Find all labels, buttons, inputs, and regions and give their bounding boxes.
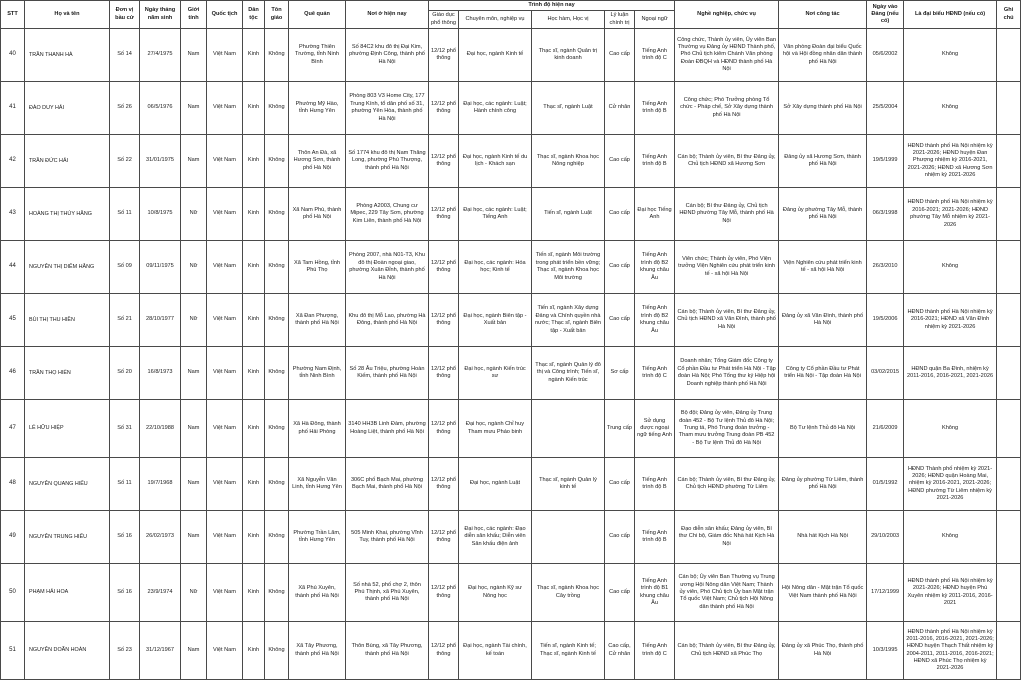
cell-ethnicity: Kinh <box>243 400 265 458</box>
cell-unit: Số 31 <box>110 400 140 458</box>
cell-specialty: Đại học, các ngành: Đạo diễn sân khấu; Diễn viên Sân khấu điện ảnh <box>459 511 532 564</box>
table-body <box>1 29 1021 680</box>
cell-general: 12/12 phổ thông <box>429 511 459 564</box>
cell-degree: Tiến sĩ, ngành Kinh tế; Thạc sĩ, ngành Kinh tế <box>532 622 605 680</box>
cell-note <box>997 294 1021 347</box>
table-row <box>1 29 1021 82</box>
cell-delegate: HĐND thành phố Hà Nội nhiệm kỳ 2021-2026; HĐND huyện Đan Phượng nhiệm kỳ 2016-2021, 2021-2026; HĐND xã Hương Sơn nhiệm kỳ 2021-2026 <box>904 135 997 188</box>
header-gender: Giới tính <box>181 1 207 29</box>
cell-party-date: 19/5/1999 <box>867 135 904 188</box>
cell-degree: Thạc sĩ, ngành Luật <box>532 82 605 135</box>
cell-language: Tiếng Anh trình độ B2 khung châu Âu <box>635 241 675 294</box>
cell-stt: 49 <box>1 511 25 564</box>
table-row <box>1 564 1021 622</box>
cell-name: NGUYỄN TRUNG HIẾU <box>25 511 110 564</box>
cell-nationality: Việt Nam <box>207 294 243 347</box>
cell-general: 12/12 phổ thông <box>429 135 459 188</box>
cell-delegate: HĐND thành phố Hà Nội nhiệm kỳ 2016-2021; 2021-2026; HĐND phường Tây Mỗ nhiệm kỳ 2021-2026 <box>904 188 997 241</box>
header-ethnicity: Dân tộc <box>243 1 265 29</box>
cell-politics: Cao cấp <box>605 294 635 347</box>
cell-workplace: Viện Nghiên cứu phát triển kinh tế - xã hội Hà Nội <box>779 241 867 294</box>
cell-note <box>997 564 1021 622</box>
cell-religion: Không <box>265 564 289 622</box>
cell-nationality: Việt Nam <box>207 511 243 564</box>
cell-hometown: Phường Nam Định, tỉnh Ninh Bình <box>289 347 346 400</box>
cell-note <box>997 188 1021 241</box>
cell-hometown: Xã Hà Đông, thành phố Hải Phòng <box>289 400 346 458</box>
cell-note <box>997 622 1021 680</box>
cell-dob: 22/10/1988 <box>140 400 181 458</box>
table-row <box>1 400 1021 458</box>
cell-workplace: Bộ Tư lệnh Thủ đô Hà Nội <box>779 400 867 458</box>
cell-job: Đạo diễn sân khấu; Đảng ủy viên, Bí thư Chi bộ, Giám đốc Nhà hát Kịch Hà Nội <box>675 511 779 564</box>
table-row <box>1 458 1021 511</box>
cell-party-date: 19/5/2006 <box>867 294 904 347</box>
cell-workplace: Đảng ủy xã Phúc Thọ, thành phố Hà Nội <box>779 622 867 680</box>
cell-job: Cán bộ; Thành ủy viên, Bí thư Đảng ủy, Chủ tịch HĐND xã Hương Sơn <box>675 135 779 188</box>
cell-party-date: 05/6/2002 <box>867 29 904 82</box>
cell-dob: 28/10/1977 <box>140 294 181 347</box>
cell-ethnicity: Kinh <box>243 82 265 135</box>
cell-stt: 47 <box>1 400 25 458</box>
cell-language: Tiếng Anh trình độ C <box>635 29 675 82</box>
cell-specialty: Đại học, ngành Kiến trúc sư <box>459 347 532 400</box>
cell-workplace: Văn phòng Đoàn đại biểu Quốc hội và Hội đồng nhân dân thành phố Hà Nội <box>779 29 867 82</box>
cell-language: Tiếng Anh trình độ B <box>635 511 675 564</box>
cell-gender: Nam <box>181 347 207 400</box>
table-row <box>1 294 1021 347</box>
cell-stt: 43 <box>1 188 25 241</box>
cell-workplace: Đảng ủy xã Hương Sơn, thành phố Hà Nội <box>779 135 867 188</box>
cell-hometown: Phường Trần Lãm, tỉnh Hưng Yên <box>289 511 346 564</box>
cell-ethnicity: Kinh <box>243 622 265 680</box>
cell-hometown: Phường Thiên Trường, tỉnh Ninh Bình <box>289 29 346 82</box>
cell-degree: Thạc sĩ, ngành Quản lý đô thị và Công trình; Tiến sĩ, ngành Kiến trúc <box>532 347 605 400</box>
cell-residence: 306C phố Bạch Mai, phường Bạch Mai, thành phố Hà Nội <box>346 458 429 511</box>
cell-specialty: Đại học, ngành Biên tập - Xuất bản <box>459 294 532 347</box>
header-nationality: Quốc tịch <box>207 1 243 29</box>
cell-ethnicity: Kinh <box>243 294 265 347</box>
cell-politics: Cao cấp <box>605 564 635 622</box>
table-row <box>1 511 1021 564</box>
cell-politics: Cao cấp <box>605 458 635 511</box>
cell-name: NGUYỄN THỊ DIỄM HẰNG <box>25 241 110 294</box>
cell-general: 12/12 phổ thông <box>429 29 459 82</box>
cell-religion: Không <box>265 458 289 511</box>
cell-religion: Không <box>265 511 289 564</box>
cell-degree: Thạc sĩ, ngành Khoa học Nông nghiệp <box>532 135 605 188</box>
cell-hometown: Xã Tây Phương, thành phố Hà Nội <box>289 622 346 680</box>
cell-note <box>997 241 1021 294</box>
cell-religion: Không <box>265 188 289 241</box>
cell-delegate: Không <box>904 29 997 82</box>
cell-degree <box>532 511 605 564</box>
cell-ethnicity: Kinh <box>243 458 265 511</box>
cell-nationality: Việt Nam <box>207 82 243 135</box>
cell-party-date: 29/10/2003 <box>867 511 904 564</box>
cell-stt: 42 <box>1 135 25 188</box>
cell-delegate: HĐND Thành phố nhiệm kỳ 2021-2026; HĐND quận Hoàng Mai, nhiệm kỳ 2016-2021, 2021-2026; HĐND phường Từ Liêm nhiệm kỳ 2021-2026 <box>904 458 997 511</box>
cell-religion: Không <box>265 294 289 347</box>
cell-specialty: Đại học, ngành Chỉ huy Tham mưu Pháo binh <box>459 400 532 458</box>
cell-hometown: Thôn An Đà, xã Hương Sơn, thành phố Hà Nội <box>289 135 346 188</box>
cell-residence: 3140 HH3B Linh Đàm, phường Hoàng Liệt, thành phố Hà Nội <box>346 400 429 458</box>
cell-note <box>997 458 1021 511</box>
cell-general: 12/12 phổ thông <box>429 188 459 241</box>
cell-party-date: 03/02/2015 <box>867 347 904 400</box>
cell-gender: Nữ <box>181 241 207 294</box>
cell-politics: Cao cấp, Cử nhân <box>605 622 635 680</box>
cell-delegate: Không <box>904 82 997 135</box>
cell-dob: 31/12/1967 <box>140 622 181 680</box>
cell-stt: 44 <box>1 241 25 294</box>
cell-party-date: 25/5/2004 <box>867 82 904 135</box>
cell-name: ĐÀO DUY HẢI <box>25 82 110 135</box>
cell-politics: Cao cấp <box>605 241 635 294</box>
cell-hometown: Xã Tam Hồng, tỉnh Phú Thọ <box>289 241 346 294</box>
cell-party-date: 01/5/1992 <box>867 458 904 511</box>
cell-nationality: Việt Nam <box>207 29 243 82</box>
cell-delegate: Không <box>904 511 997 564</box>
cell-workplace: Sở Xây dựng thành phố Hà Nội <box>779 82 867 135</box>
cell-residence: Số 84C2 khu đô thị Đại Kim, phường Định Công, thành phố Hà Nội <box>346 29 429 82</box>
cell-name: LÊ HỮU HIỆP <box>25 400 110 458</box>
header-workplace: Nơi công tác <box>779 1 867 29</box>
cell-religion: Không <box>265 82 289 135</box>
cell-stt: 51 <box>1 622 25 680</box>
cell-hometown: Xã Đan Phượng, thành phố Hà Nội <box>289 294 346 347</box>
cell-note <box>997 400 1021 458</box>
cell-gender: Nữ <box>181 564 207 622</box>
cell-delegate: Không <box>904 241 997 294</box>
cell-dob: 19/7/1968 <box>140 458 181 511</box>
cell-language: Tiếng Anh trình độ B1 khung châu Âu <box>635 564 675 622</box>
cell-delegate: HĐND thành phố Hà Nội nhiệm kỳ 2021-2026; HĐND huyện Phú Xuyên nhiệm kỳ 2011-2016, 2016-2021 <box>904 564 997 622</box>
table-row <box>1 135 1021 188</box>
header-dob: Ngày tháng năm sinh <box>140 1 181 29</box>
cell-specialty: Đại học, các ngành: Luật; Tiếng Anh <box>459 188 532 241</box>
header-general: Giáo dục phổ thông <box>429 11 459 29</box>
cell-degree: Thạc sĩ, ngành Quản trị kinh doanh <box>532 29 605 82</box>
cell-nationality: Việt Nam <box>207 135 243 188</box>
cell-dob: 31/01/1975 <box>140 135 181 188</box>
cell-unit: Số 22 <box>110 135 140 188</box>
header-language: Ngoại ngữ <box>635 11 675 29</box>
cell-degree: Thạc sĩ, ngành Quản lý kinh tế <box>532 458 605 511</box>
cell-gender: Nam <box>181 29 207 82</box>
cell-ethnicity: Kinh <box>243 564 265 622</box>
header-stt: STT <box>1 1 25 29</box>
cell-residence: Phòng 803 V3 Home City, 177 Trung Kính, tổ dân phố số 31, phường Yên Hòa, thành phố Hà Nội <box>346 82 429 135</box>
cell-hometown: Phường Mỹ Hào, tỉnh Hưng Yên <box>289 82 346 135</box>
cell-ethnicity: Kinh <box>243 29 265 82</box>
cell-name: BÙI THỊ THU HIỀN <box>25 294 110 347</box>
cell-general: 12/12 phổ thông <box>429 347 459 400</box>
cell-delegate: HĐND thành phố Hà Nội nhiệm kỳ 2011-2016, 2016-2021, 2021-2026; HĐND huyện Thạch Thất nhiệm kỳ 2004-2011, 2011-2016, 2016-2021; HĐND xã Phúc Thọ nhiệm kỳ 2021-2026 <box>904 622 997 680</box>
cell-politics: Trung cấp <box>605 400 635 458</box>
header-job: Nghề nghiệp, chức vụ <box>675 1 779 29</box>
cell-workplace: Công ty Cổ phần Đầu tư Phát triển Hà Nội - Tập đoàn Hà Nội <box>779 347 867 400</box>
cell-party-date: 21/6/2009 <box>867 400 904 458</box>
cell-religion: Không <box>265 135 289 188</box>
cell-job: Cán bộ; Thành ủy viên, Bí thư Đảng ủy, Chủ tịch HĐND xã Văn Đình, thành phố Hà Nội <box>675 294 779 347</box>
cell-residence: Thôn Bùng, xã Tây Phương, thành phố Hà Nội <box>346 622 429 680</box>
cell-unit: Số 11 <box>110 188 140 241</box>
cell-residence: 505 Minh Khai, phường Vĩnh Tuy, thành phố Hà Nội <box>346 511 429 564</box>
cell-dob: 26/02/1973 <box>140 511 181 564</box>
cell-name: HOÀNG THỊ THÚY HẰNG <box>25 188 110 241</box>
cell-general: 12/12 phổ thông <box>429 622 459 680</box>
cell-language: Tiếng Anh trình độ B <box>635 82 675 135</box>
cell-degree: Thạc sĩ, ngành Khoa học Cây trồng <box>532 564 605 622</box>
cell-religion: Không <box>265 29 289 82</box>
cell-politics: Sơ cấp <box>605 347 635 400</box>
cell-language: Tiếng Anh trình độ C <box>635 347 675 400</box>
cell-delegate: HĐND thành phố Hà Nội nhiệm kỳ 2016-2021; HĐND xã Văn Đình nhiệm kỳ 2021-2026 <box>904 294 997 347</box>
cell-unit: Số 16 <box>110 564 140 622</box>
cell-name: TRẦN THANH HÀ <box>25 29 110 82</box>
cell-unit: Số 16 <box>110 511 140 564</box>
cell-nationality: Việt Nam <box>207 347 243 400</box>
cell-unit: Số 21 <box>110 294 140 347</box>
cell-stt: 41 <box>1 82 25 135</box>
cell-nationality: Việt Nam <box>207 622 243 680</box>
header-religion: Tôn giáo <box>265 1 289 29</box>
cell-ethnicity: Kinh <box>243 347 265 400</box>
cell-language: Tiếng Anh trình độ B <box>635 135 675 188</box>
cell-note <box>997 347 1021 400</box>
cell-religion: Không <box>265 241 289 294</box>
cell-residence: Khu đô thị Mỗ Lao, phường Hà Đông, thành phố Hà Nội <box>346 294 429 347</box>
cell-delegate: HĐND quận Ba Đình, nhiệm kỳ 2011-2016, 2016-2021, 2021-2026 <box>904 347 997 400</box>
cell-job: Doanh nhân; Tổng Giám đốc Công ty Cổ phần Đầu tư Phát triển Hà Nội - Tập đoàn Hà Nội; Phó Tổng thư ký Hiệp hội Doanh nghiệp thành phố Hà Nội <box>675 347 779 400</box>
cell-general: 12/12 phổ thông <box>429 241 459 294</box>
table-row <box>1 188 1021 241</box>
cell-delegate: Không <box>904 400 997 458</box>
cell-job: Công chức, Thành ủy viên, Ủy viên Ban Thường vụ Đảng ủy HĐND Thành phố, Phó Chủ tịch kiêm Chánh Văn phòng Đoàn ĐBQH và HĐND thành phố Hà Nội <box>675 29 779 82</box>
cell-party-date: 17/12/1999 <box>867 564 904 622</box>
cell-unit: Số 11 <box>110 458 140 511</box>
cell-party-date: 06/3/1998 <box>867 188 904 241</box>
cell-nationality: Việt Nam <box>207 188 243 241</box>
table-row <box>1 82 1021 135</box>
cell-politics: Cao cấp <box>605 29 635 82</box>
header-name: Họ và tên <box>25 1 110 29</box>
cell-workplace: Đảng ủy phường Từ Liêm, thành phố Hà Nội <box>779 458 867 511</box>
cell-religion: Không <box>265 622 289 680</box>
cell-hometown: Xã Nam Phù, thành phố Hà Nội <box>289 188 346 241</box>
cell-specialty: Đại học, ngành Tài chính, kế toán <box>459 622 532 680</box>
cell-note <box>997 511 1021 564</box>
cell-gender: Nam <box>181 511 207 564</box>
cell-nationality: Việt Nam <box>207 400 243 458</box>
cell-politics: Cao cấp <box>605 511 635 564</box>
cell-gender: Nam <box>181 622 207 680</box>
header-residence: Nơi ở hiện nay <box>346 1 429 29</box>
cell-specialty: Đại học, các ngành: Hóa học; Kinh tế <box>459 241 532 294</box>
cell-workplace: Nhà hát Kịch Hà Nội <box>779 511 867 564</box>
cell-note <box>997 82 1021 135</box>
cell-stt: 50 <box>1 564 25 622</box>
cell-unit: Số 23 <box>110 622 140 680</box>
cell-religion: Không <box>265 347 289 400</box>
cell-specialty: Đại học, ngành Kinh tế du lịch - Khách sạn <box>459 135 532 188</box>
header-note: Ghi chú <box>997 1 1021 29</box>
cell-language: Tiếng Anh trình độ B <box>635 458 675 511</box>
cell-name: NGUYỄN QUANG HIẾU <box>25 458 110 511</box>
cell-degree: Tiến sĩ, ngành Xây dựng Đảng và Chính quyền nhà nước; Thạc sĩ, ngành Biên tập - Xuất bản <box>532 294 605 347</box>
cell-dob: 06/5/1976 <box>140 82 181 135</box>
cell-name: TRẦN ĐỨC HẢI <box>25 135 110 188</box>
cell-language: Đại học Tiếng Anh <box>635 188 675 241</box>
cell-unit: Số 26 <box>110 82 140 135</box>
cell-specialty: Đại học, ngành Kỹ sư Nông học <box>459 564 532 622</box>
cell-degree: Tiến sĩ, ngành Luật <box>532 188 605 241</box>
cell-gender: Nam <box>181 400 207 458</box>
cell-job: Viên chức; Thành ủy viên, Phó Viện trưởng Viện Nghiên cứu phát triển kinh tế - xã hội Hà Nội <box>675 241 779 294</box>
cell-gender: Nam <box>181 135 207 188</box>
cell-politics: Cao cấp <box>605 188 635 241</box>
cell-job: Cán bộ; Bí thư Đảng ủy, Chủ tịch HĐND phường Tây Mỗ, thành phố Hà Nội <box>675 188 779 241</box>
cell-gender: Nam <box>181 82 207 135</box>
cell-general: 12/12 phổ thông <box>429 294 459 347</box>
cell-degree: Tiến sĩ, ngành Môi trường trong phát triển bền vững; Thạc sĩ, ngành Khoa học Môi trường <box>532 241 605 294</box>
cell-residence: Số 28 Âu Triệu, phường Hoàn Kiếm, thành phố Hà Nội <box>346 347 429 400</box>
cell-specialty: Đại học, ngành Luật <box>459 458 532 511</box>
cell-stt: 40 <box>1 29 25 82</box>
cell-ethnicity: Kinh <box>243 511 265 564</box>
cell-stt: 45 <box>1 294 25 347</box>
cell-stt: 46 <box>1 347 25 400</box>
cell-language: Tiếng Anh trình độ B2 khung châu Âu <box>635 294 675 347</box>
cell-nationality: Việt Nam <box>207 241 243 294</box>
cell-name: NGUYỄN DOÃN HOÀN <box>25 622 110 680</box>
cell-name: TRẦN THỌ HIỂN <box>25 347 110 400</box>
cell-gender: Nữ <box>181 294 207 347</box>
table-row <box>1 622 1021 680</box>
cell-language: Sử dụng được ngoại ngữ tiếng Anh <box>635 400 675 458</box>
cell-workplace: Đảng ủy phường Tây Mỗ, thành phố Hà Nội <box>779 188 867 241</box>
cell-ethnicity: Kinh <box>243 241 265 294</box>
cell-gender: Nữ <box>181 188 207 241</box>
cell-specialty: Đại học, ngành Kinh tế <box>459 29 532 82</box>
cell-hometown: Xã Phú Xuyên, thành phố Hà Nội <box>289 564 346 622</box>
cell-stt: 48 <box>1 458 25 511</box>
header-education-group: Trình độ hiện nay <box>429 1 675 11</box>
header-politics: Lý luận chính trị <box>605 11 635 29</box>
cell-residence: Số 1774 khu đô thị Nam Thăng Long, phường Phú Thượng, thành phố Hà Nội <box>346 135 429 188</box>
cell-language: Tiếng Anh trình độ C <box>635 622 675 680</box>
header-delegate: Là đại biểu HĐND (nếu có) <box>904 1 997 29</box>
header-hometown: Quê quán <box>289 1 346 29</box>
cell-politics: Cao cấp <box>605 135 635 188</box>
cell-dob: 23/9/1974 <box>140 564 181 622</box>
cell-general: 12/12 phổ thông <box>429 564 459 622</box>
header-unit: Đơn vị bầu cử <box>110 1 140 29</box>
cell-dob: 27/4/1975 <box>140 29 181 82</box>
table-row <box>1 241 1021 294</box>
cell-unit: Số 20 <box>110 347 140 400</box>
cell-dob: 09/11/1975 <box>140 241 181 294</box>
cell-job: Công chức; Phó Trưởng phòng Tổ chức - Pháp chế, Sở Xây dựng thành phố Hà Nội <box>675 82 779 135</box>
cell-residence: Phòng A2003, Chung cư Mipec, 229 Tây Sơn, phường Kim Liên, thành phố Hà Nội <box>346 188 429 241</box>
cell-unit: Số 09 <box>110 241 140 294</box>
cell-general: 12/12 phổ thông <box>429 400 459 458</box>
header-degree: Học hàm, Học vị <box>532 11 605 29</box>
cell-party-date: 26/3/2010 <box>867 241 904 294</box>
cell-degree <box>532 400 605 458</box>
cell-general: 12/12 phổ thông <box>429 458 459 511</box>
cell-note <box>997 135 1021 188</box>
cell-residence: Số nhà 52, phố chợ 2, thôn Phú Thịnh, xã Phú Xuyên, thành phố Hà Nội <box>346 564 429 622</box>
cell-name: PHẠM HẢI HOA <box>25 564 110 622</box>
cell-job: Cán bộ; Ủy viên Ban Thường vụ Trung ương Hội Nông dân Việt Nam; Thành ủy viên, Phó Chủ tịch Ủy ban Mặt trận Tổ quốc Việt Nam; Chủ tịch Hội Nông dân thành phố Hà Nội <box>675 564 779 622</box>
cell-job: Cán bộ; Thành ủy viên, Bí thư Đảng ủy, Chủ tịch HĐND phường Từ Liêm <box>675 458 779 511</box>
cell-workplace: Đảng ủy xã Văn Đình, thành phố Hà Nội <box>779 294 867 347</box>
cell-unit: Số 14 <box>110 29 140 82</box>
cell-note <box>997 29 1021 82</box>
header-party-date: Ngày vào Đảng (nếu có) <box>867 1 904 29</box>
cell-general: 12/12 phổ thông <box>429 82 459 135</box>
header-specialty: Chuyên môn, nghiệp vụ <box>459 11 532 29</box>
cell-workplace: Hội Nông dân - Mặt trận Tổ quốc Việt Nam thành phố Hà Nội <box>779 564 867 622</box>
cell-gender: Nam <box>181 458 207 511</box>
cell-politics: Cử nhân <box>605 82 635 135</box>
cell-ethnicity: Kinh <box>243 135 265 188</box>
cell-nationality: Việt Nam <box>207 458 243 511</box>
cell-nationality: Việt Nam <box>207 564 243 622</box>
cell-religion: Không <box>265 400 289 458</box>
cell-job: Cán bộ; Thành ủy viên, Bí thư Đảng ủy, Chủ tịch HĐND xã Phúc Thọ <box>675 622 779 680</box>
cell-specialty: Đại học, các ngành: Luật; Hành chính công <box>459 82 532 135</box>
cell-hometown: Xã Nguyễn Văn Linh, tỉnh Hưng Yên <box>289 458 346 511</box>
cell-ethnicity: Kinh <box>243 188 265 241</box>
cell-party-date: 10/3/1995 <box>867 622 904 680</box>
cell-job: Bộ đội; Đảng ủy viên, Đảng ủy Trung đoàn 452 - Bộ Tư lệnh Thủ đô Hà Nội; Trung tá, Phó Trung đoàn trưởng - Tham mưu trưởng Trung đoàn PB 452 - Bộ Tư lệnh Thủ đô Hà Nội <box>675 400 779 458</box>
table-row <box>1 347 1021 400</box>
cell-dob: 16/8/1973 <box>140 347 181 400</box>
cell-dob: 10/8/1975 <box>140 188 181 241</box>
cell-residence: Phòng 2007, nhà N01-T3, Khu đô thị Đoàn ngoại giao, phường Xuân Đỉnh, thành phố Hà Nội <box>346 241 429 294</box>
